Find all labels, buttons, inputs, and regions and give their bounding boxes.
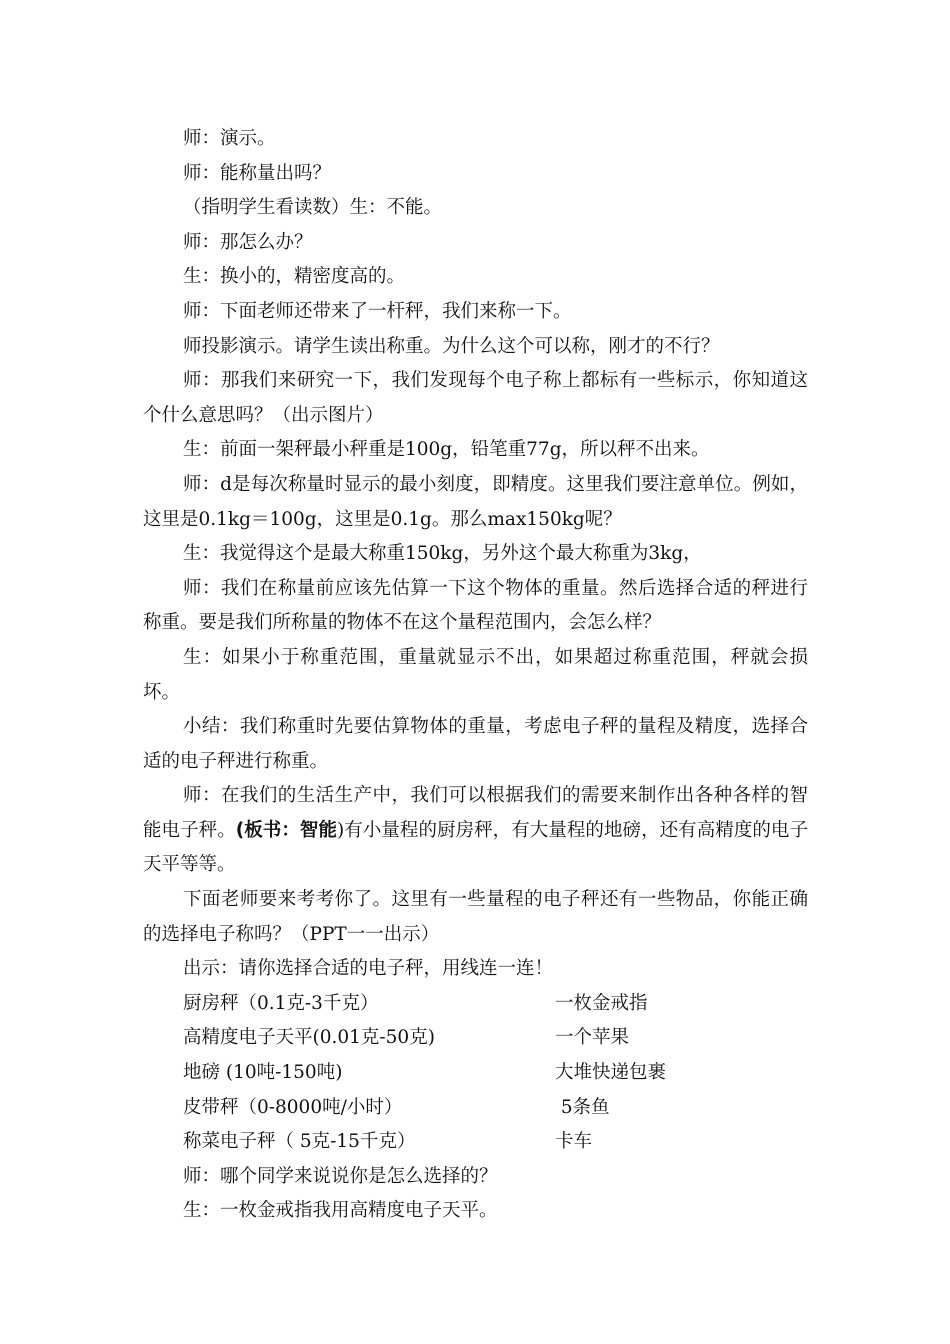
dialogue-paragraph: 师：d是每次称量时显示的最小刻度，即精度。这里我们要注意单位。例如，这里是0.1kg＝100g，这里是0.1g。那么max150kg呢？ — [143, 473, 808, 530]
matching-row — [143, 1021, 808, 1056]
dialogue-line: 师投影演示。请学生读出称重。为什么这个可以称，刚才的不行？ — [183, 335, 720, 357]
board-text-before: 师：在我们的生活生产中，我们可以根据我们的需要来制作出各种各样的智能电子秤。 — [143, 785, 808, 841]
item-label: 卡车 — [555, 1131, 593, 1153]
scale-label: 厨房秤（0.1克-3千克） — [183, 992, 379, 1014]
dialogue-line: 生：换小的，精密度高的。 — [183, 266, 406, 288]
item-label: 一个苹果 — [555, 1027, 630, 1049]
dialogue-line: （指明学生看读数）生：不能。 — [183, 197, 443, 219]
dialogue-line: 生：前面一架秤最小秤重是100g，铅笔重77g，所以秤不出来。 — [183, 439, 710, 461]
matching-row — [143, 1091, 808, 1126]
dialogue-paragraph: 师：我们在称量前应该先估算一下这个物体的重量。然后选择合适的秤进行称重。要是我们所称量的物体不在这个量程范围内，会怎么样？ — [143, 577, 808, 634]
matching-row — [143, 987, 808, 1022]
lesson-transcript — [143, 122, 808, 1229]
dialogue-paragraph: 师：那我们来研究一下，我们发现每个电子称上都标有一些标示，你知道这个什么意思吗？（出示图片） — [143, 370, 808, 426]
board-paragraph — [143, 779, 808, 883]
item-label: 5条鱼 — [555, 1096, 610, 1118]
dialogue-line: 师：能称量出吗？ — [183, 162, 332, 184]
dialogue-line: 师：哪个同学来说说你是怎么选择的？ — [183, 1165, 498, 1187]
scale-label: 地磅 (10吨-150吨) — [183, 1062, 343, 1084]
test-paragraph: 下面老师要来考考你了。这里有一些量程的电子秤还有一些物品，你能正确的选择电子称吗？（PPT一一出示） — [143, 889, 808, 945]
dialogue-line: 生：一枚金戒指我用高精度电子天平。 — [183, 1200, 498, 1222]
matching-exercise — [143, 987, 808, 1160]
summary-paragraph: 小结：我们称重时先要估算物体的重量，考虑电子秤的量程及精度，选择合适的电子秤进行称重。 — [143, 716, 808, 772]
matching-row — [143, 1125, 808, 1160]
scale-label: 称菜电子秤（ 5克-15千克） — [183, 1131, 416, 1153]
dialogue-line: 生：我觉得这个是最大称重150kg，另外这个最大称重为3kg， — [183, 543, 702, 565]
dialogue-line: 师：演示。 — [183, 128, 276, 149]
item-label: 一枚金戒指 — [555, 992, 648, 1014]
scale-label: 高精度电子天平(0.01克-50克) — [183, 1027, 435, 1049]
dialogue-line: 师：下面老师还带来了一杆秤，我们来称一下。 — [183, 300, 572, 322]
board-writing: (板书：智能 — [235, 819, 338, 841]
board-text-after: )有小量程的厨房秤，有大量程的地磅，还有高精度的电子天平等等。 — [143, 819, 808, 876]
matching-row — [143, 1056, 808, 1091]
dialogue-line: 生：如果小于称重范围，重量就显示不出，如果超过称重范围，秤就会损坏。 — [143, 646, 808, 703]
item-label: 大堆快递包裹 — [555, 1062, 667, 1084]
exercise-prompt: 出示：请你选择合适的电子秤，用线连一连！ — [183, 958, 554, 980]
scale-label: 皮带秤（0-8000吨/小时） — [183, 1096, 403, 1118]
dialogue-line: 师：那怎么办？ — [183, 231, 313, 253]
